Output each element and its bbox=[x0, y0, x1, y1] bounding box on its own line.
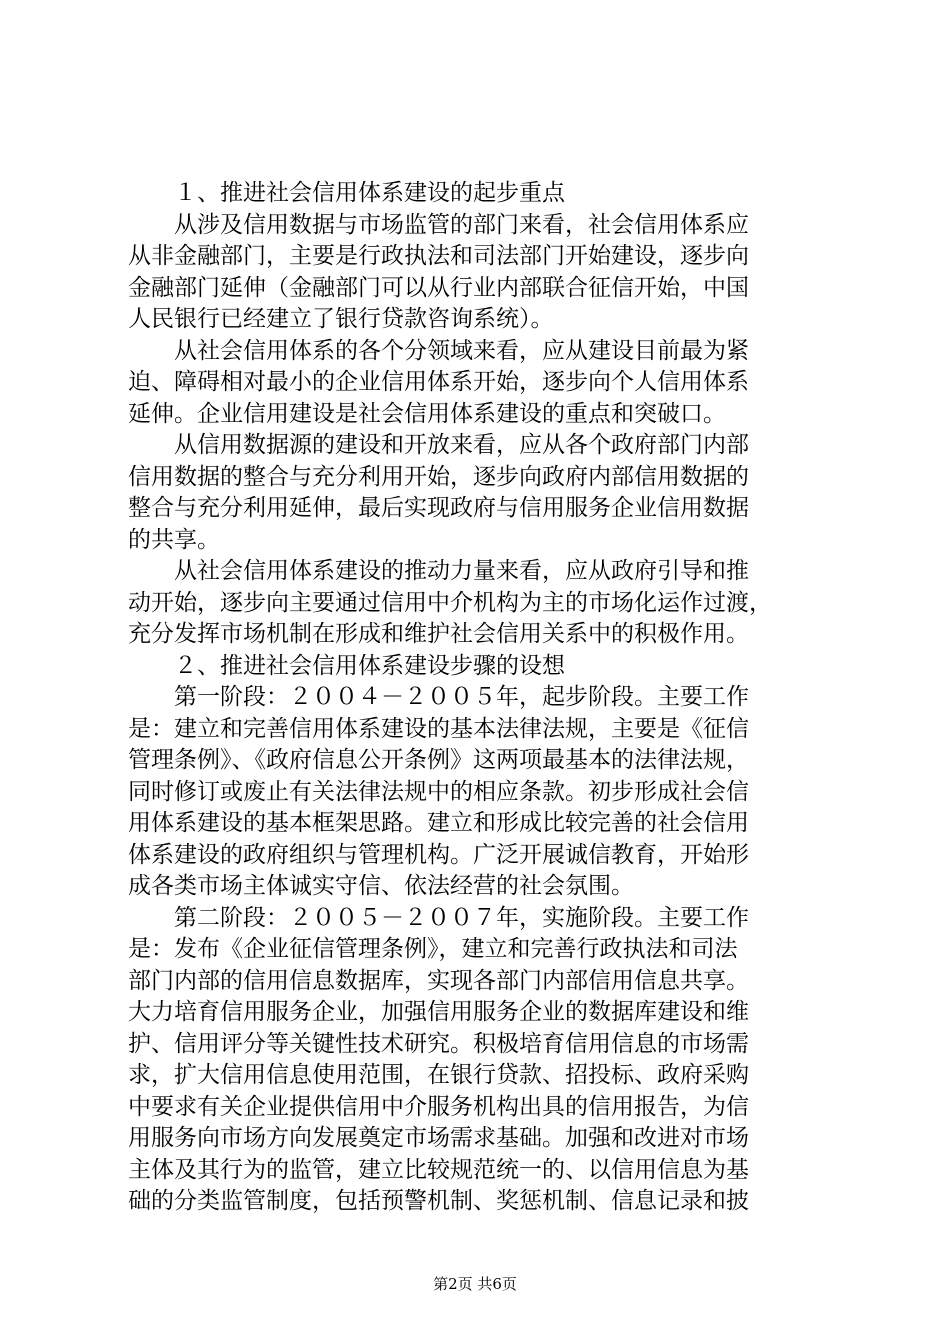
text-line: 整合与充分利用延伸，最后实现政府与信用服务企业信用数据 bbox=[128, 495, 749, 521]
text-line: ２、推进社会信用体系建设步骤的设想 bbox=[128, 652, 565, 679]
text-line: 的共享。 bbox=[128, 526, 220, 553]
text-line: 充分发挥市场机制在形成和维护社会信用关系中的积极作用。 bbox=[128, 621, 749, 647]
text-line: 从信用数据源的建设和开放来看，应从各个政府部门内部 bbox=[128, 432, 749, 458]
text-line: 同时修订或废止有关法律法规中的相应条款。初步形成社会信 bbox=[128, 778, 749, 805]
text-line: 求，扩大信用信息使用范围，在银行贷款、招投标、政府采购 bbox=[128, 1062, 749, 1088]
text-line: 从涉及信用数据与市场监管的部门来看，社会信用体系应 bbox=[128, 211, 749, 238]
text-line: 人民银行已经建立了银行贷款咨询系统）。 bbox=[128, 306, 554, 332]
text-line: 主体及其行为的监管，建立比较规范统一的、以信用信息为基 bbox=[128, 1156, 749, 1183]
text-line: 部门内部的信用信息数据库，实现各部门内部信用信息共享。 bbox=[128, 967, 749, 994]
text-line: 从社会信用体系建设的推动力量来看，应从政府引导和推 bbox=[128, 558, 749, 584]
text-line: 管理条例》、《政府信息公开条例》这两项最基本的法律法规， bbox=[128, 747, 749, 773]
text-line: 是：建立和完善信用体系建设的基本法律法规，主要是《征信 bbox=[128, 715, 749, 742]
text-line: 是：发布《企业征信管理条例》，建立和完善行政执法和司法 bbox=[128, 936, 738, 962]
text-line: 第二阶段：２００５－２００７年，实施阶段。主要工作 bbox=[128, 904, 749, 931]
text-line: 成各类市场主体诚实守信、依法经营的社会氛围。 bbox=[128, 873, 634, 899]
text-line: 体系建设的政府组织与管理机构。广泛开展诚信教育，开始形 bbox=[128, 841, 749, 868]
text-line: 中要求有关企业提供信用中介服务机构出具的信用报告，为信 bbox=[128, 1093, 749, 1120]
text-line: 第一阶段：２００４－２００５年，起步阶段。主要工作 bbox=[128, 684, 749, 710]
text-line: 信用数据的整合与充分利用开始，逐步向政府内部信用数据的 bbox=[128, 463, 749, 490]
document-body bbox=[128, 178, 840, 1218]
text-line: 础的分类监管制度，包括预警机制、奖惩机制、信息记录和披 bbox=[128, 1188, 749, 1214]
text-line: 大力培育信用服务企业，加强信用服务企业的数据库建设和维 bbox=[128, 999, 749, 1025]
text-line: 延伸。企业信用建设是社会信用体系建设的重点和突破口。 bbox=[128, 400, 726, 427]
text-line: 用服务向市场方向发展奠定市场需求基础。加强和改进对市场 bbox=[128, 1125, 749, 1151]
text-line: 金融部门延伸（金融部门可以从行业内部联合征信开始，中国 bbox=[128, 274, 749, 301]
text-line: 动开始，逐步向主要通过信用中介机构为主的市场化运作过渡， bbox=[128, 589, 772, 616]
page-footer: 第2页 共6页 bbox=[433, 1275, 517, 1293]
text-line: １、推进社会信用体系建设的起步重点 bbox=[128, 180, 565, 206]
text-line: 迫、障碍相对最小的企业信用体系开始，逐步向个人信用体系 bbox=[128, 369, 749, 395]
text-line: 从非金融部门，主要是行政执法和司法部门开始建设，逐步向 bbox=[128, 243, 749, 269]
text-line: 护、信用评分等关键性技术研究。积极培育信用信息的市场需 bbox=[128, 1030, 749, 1057]
text-line: 从社会信用体系的各个分领域来看，应从建设目前最为紧 bbox=[128, 337, 749, 364]
text-line: 用体系建设的基本框架思路。建立和形成比较完善的社会信用 bbox=[128, 810, 749, 836]
